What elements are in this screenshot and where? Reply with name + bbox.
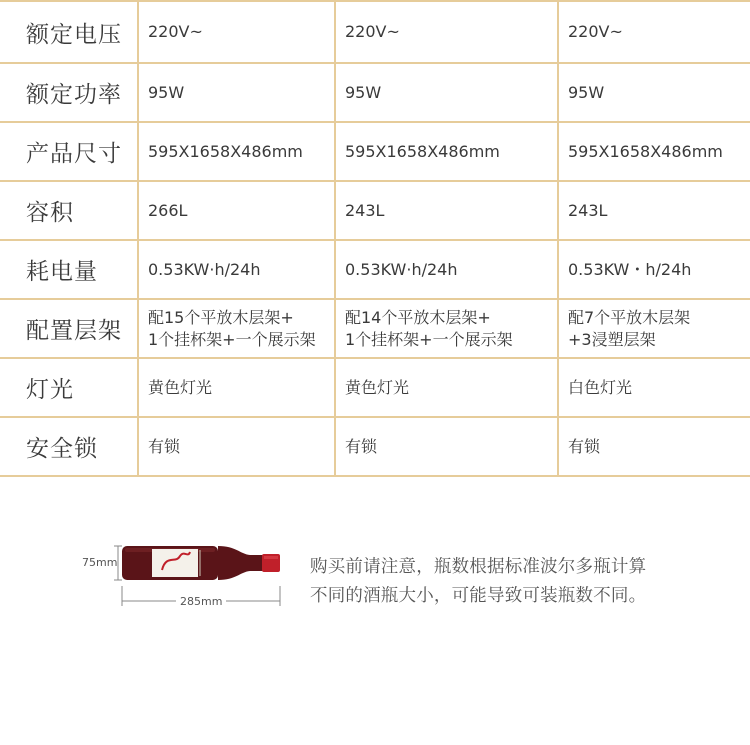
row-label: 额定功率 [0, 63, 138, 122]
spec-value-line: 配14个平放木层架+ [345, 307, 491, 327]
spec-row-size [0, 122, 750, 181]
spec-value: 595X1658X486mm [558, 122, 750, 181]
spec-value-line: 配15个平放木层架+ [148, 307, 294, 327]
row-label: 灯光 [0, 358, 138, 417]
spec-value: 595X1658X486mm [335, 122, 558, 181]
note-line: 不同的酒瓶大小，可能导致可装瓶数不同。 [310, 586, 647, 606]
spec-row-shelves [0, 299, 750, 358]
spec-value-line: 1个挂杯架+一个展示架 [345, 329, 513, 349]
spec-value: 243L [558, 181, 750, 240]
height-label: 75mm [82, 556, 118, 569]
spec-row-voltage [0, 1, 750, 63]
note-line: 购买前请注意，瓶数根据标准波尔多瓶计算 [310, 557, 647, 577]
spec-value: 黄色灯光 [138, 358, 335, 417]
spec-value-line: +3浸塑层架 [568, 329, 656, 349]
spec-value: 有锁 [558, 417, 750, 476]
spec-value [558, 299, 750, 358]
spec-row-capacity [0, 181, 750, 240]
spec-value [138, 299, 335, 358]
row-label: 额定电压 [0, 1, 138, 63]
spec-value-line: 配7个平放木层架 [568, 307, 691, 327]
spec-value: 有锁 [138, 417, 335, 476]
spec-row-lock [0, 417, 750, 476]
spec-value-line: 1个挂杯架+一个展示架 [148, 329, 316, 349]
spec-value: 白色灯光 [558, 358, 750, 417]
spec-value: 220V~ [335, 1, 558, 63]
spec-value: 220V~ [558, 1, 750, 63]
row-label: 安全锁 [0, 417, 138, 476]
row-label: 容积 [0, 181, 138, 240]
bottle-label-icon [152, 549, 198, 577]
spec-value: 243L [335, 181, 558, 240]
spec-value: 95W [138, 63, 335, 122]
spec-value: 220V~ [138, 1, 335, 63]
spec-value: 黄色灯光 [335, 358, 558, 417]
row-label: 产品尺寸 [0, 122, 138, 181]
length-label: 285mm [180, 595, 223, 608]
row-label: 配置层架 [0, 299, 138, 358]
spec-value: 595X1658X486mm [138, 122, 335, 181]
row-label: 耗电量 [0, 240, 138, 299]
capacity-note [310, 553, 646, 611]
spec-value: 0.53KW·h/24h [335, 240, 558, 299]
bottle-illustration [80, 540, 290, 615]
spec-value: 有锁 [335, 417, 558, 476]
spec-value: 95W [558, 63, 750, 122]
spec-row-power [0, 63, 750, 122]
spec-value: 95W [335, 63, 558, 122]
spec-value: 0.53KW·h/24h [138, 240, 335, 299]
spec-row-energy [0, 240, 750, 299]
spec-row-light [0, 358, 750, 417]
spec-value: 266L [138, 181, 335, 240]
spec-value [335, 299, 558, 358]
spec-value: 0.53KW・h/24h [558, 240, 750, 299]
